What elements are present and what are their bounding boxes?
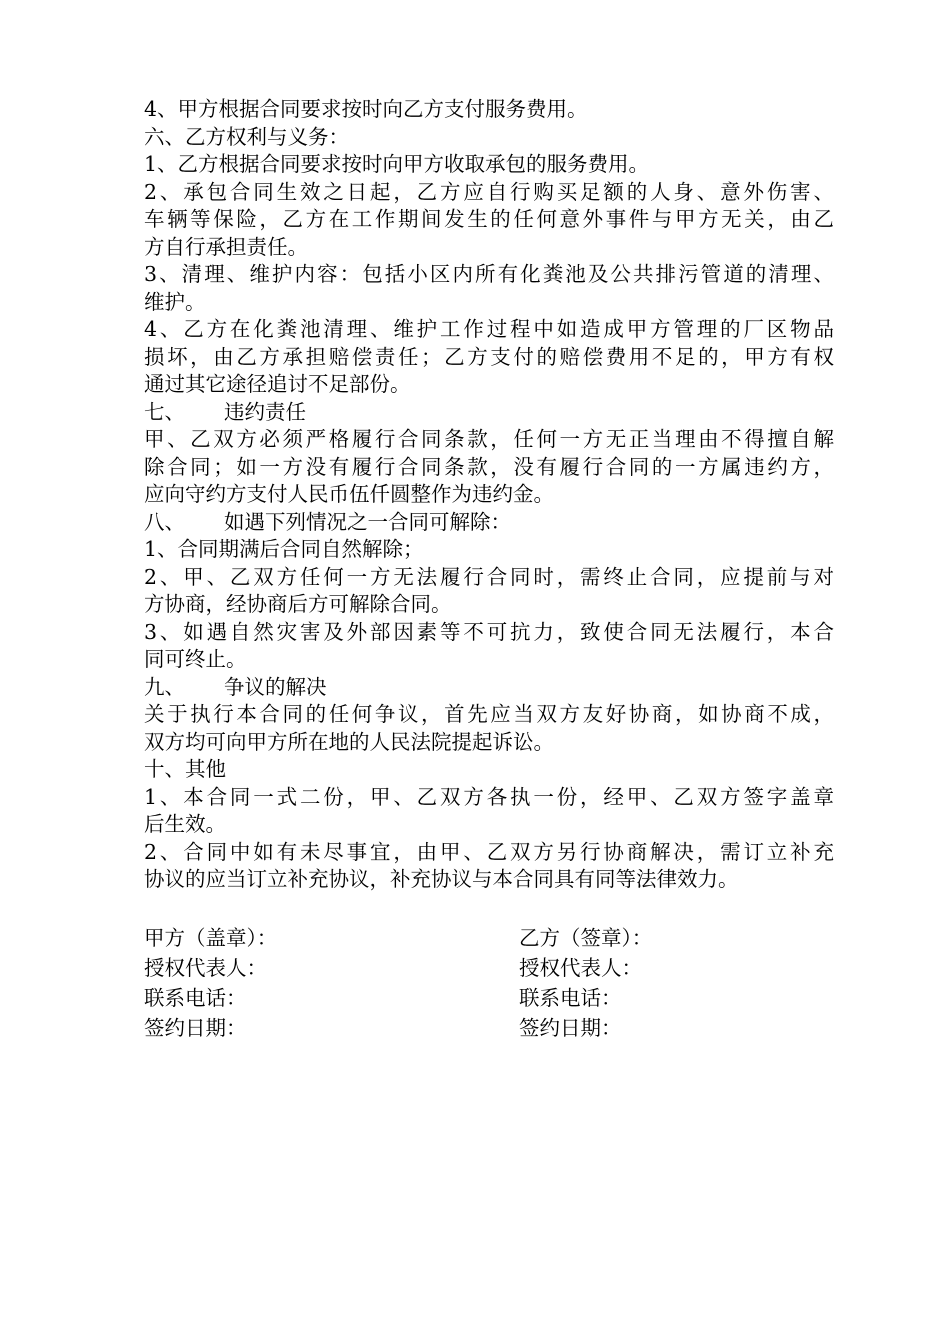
section-7-line-2: 除合同；如一方没有履行合同条款，没有履行合同的一方属违约方， (144, 454, 834, 479)
section-8-title: 如遇下列情况之一合同可解除： (224, 509, 511, 534)
section-9-number: 九、 (144, 674, 185, 699)
clause-6-2-line-2: 车辆等保险，乙方在工作期间发生的任何意外事件与甲方无关，由乙 (144, 207, 834, 231)
section-7-line-3: 应向守约方支付人民币伍仟圆整作为违约金。 (144, 482, 554, 506)
section-10-heading: 十、其他 (144, 757, 226, 781)
clause-6-3-line-1: 3、清理、维护内容：包括小区内所有化粪池及公共排污管道的清理、 (144, 262, 834, 286)
section-7-line-1: 甲、乙双方必须严格履行合同条款，任何一方无正当理由不得擅自解 (144, 427, 834, 451)
party-a-phone-label: 联系电话： (144, 985, 247, 1010)
signature-row-date (144, 1013, 834, 1043)
party-b-date-label: 签约日期： (519, 1015, 622, 1040)
clause-8-3-line-1: 3、如遇自然灾害及外部因素等不可抗力，致使合同无法履行，本合 (144, 619, 834, 644)
party-b-representative-label: 授权代表人： (519, 955, 642, 980)
clause-10-2-line-1: 2、合同中如有未尽事宜，由甲、乙双方另行协商解决，需订立补充 (144, 839, 834, 864)
party-b-phone-label: 联系电话： (519, 985, 622, 1010)
clause-10-2-line-2: 协议的应当订立补充协议，补充协议与本合同具有同等法律效力。 (144, 867, 739, 891)
party-b-seal-label: 乙方（签章）： (519, 925, 653, 950)
clause-10-1-line-2: 后生效。 (144, 812, 226, 836)
clause-6-2-line-1: 2、承包合同生效之日起，乙方应自行购买足额的人身、意外伤害、 (144, 179, 834, 204)
section-9-line-1: 关于执行本合同的任何争议，首先应当双方友好协商，如协商不成， (144, 702, 834, 726)
clause-8-1: 1、合同期满后合同自然解除； (144, 537, 424, 561)
party-a-representative-label: 授权代表人： (144, 955, 267, 980)
clause-6-1: 1、乙方根据合同要求按时向甲方收取承包的服务费用。 (144, 152, 650, 176)
section-6-heading: 六、乙方权利与义务： (144, 124, 349, 149)
clause-8-2-line-1: 2、甲、乙双方任何一方无法履行合同时，需终止合同，应提前与对 (144, 564, 834, 589)
clause-6-4-line-1: 4、乙方在化粪池清理、维护工作过程中如造成甲方管理的厂区物品 (144, 317, 834, 341)
clause-8-2-line-2: 方协商，经协商后方可解除合同。 (144, 592, 452, 616)
clause-6-2-line-3: 方自行承担责任。 (144, 234, 308, 259)
clause-4-party-a-payment: 4、甲方根据合同要求按时向乙方支付服务费用。 (144, 97, 588, 121)
clause-8-3-line-2: 同可终止。 (144, 647, 247, 671)
party-a-date-label: 签约日期： (144, 1015, 247, 1040)
section-8-heading (144, 509, 834, 537)
signature-row-representative (144, 953, 834, 983)
section-9-line-2: 双方均可向甲方所在地的人民法院提起诉讼。 (144, 729, 554, 754)
section-9-title: 争议的解决 (224, 674, 327, 699)
clause-6-3-line-2: 维护。 (144, 289, 206, 314)
party-a-seal-label: 甲方（盖章）： (144, 925, 278, 950)
section-7-heading (144, 399, 834, 427)
section-7-number: 七、 (144, 399, 185, 424)
section-9-heading (144, 674, 834, 702)
signature-row-seal (144, 923, 834, 953)
contract-page (144, 96, 834, 1043)
clause-6-4-line-2: 损坏，由乙方承担赔偿责任；乙方支付的赔偿费用不足的，甲方有权 (144, 344, 834, 369)
clause-10-1-line-1: 1、本合同一式二份，甲、乙双方各执一份，经甲、乙双方签字盖章 (144, 784, 834, 809)
clause-6-4-line-3: 通过其它途径追讨不足部份。 (144, 372, 411, 396)
section-7-title: 违约责任 (224, 399, 306, 424)
signature-spacer (144, 894, 834, 923)
section-8-number: 八、 (144, 509, 185, 534)
signature-row-phone (144, 983, 834, 1013)
